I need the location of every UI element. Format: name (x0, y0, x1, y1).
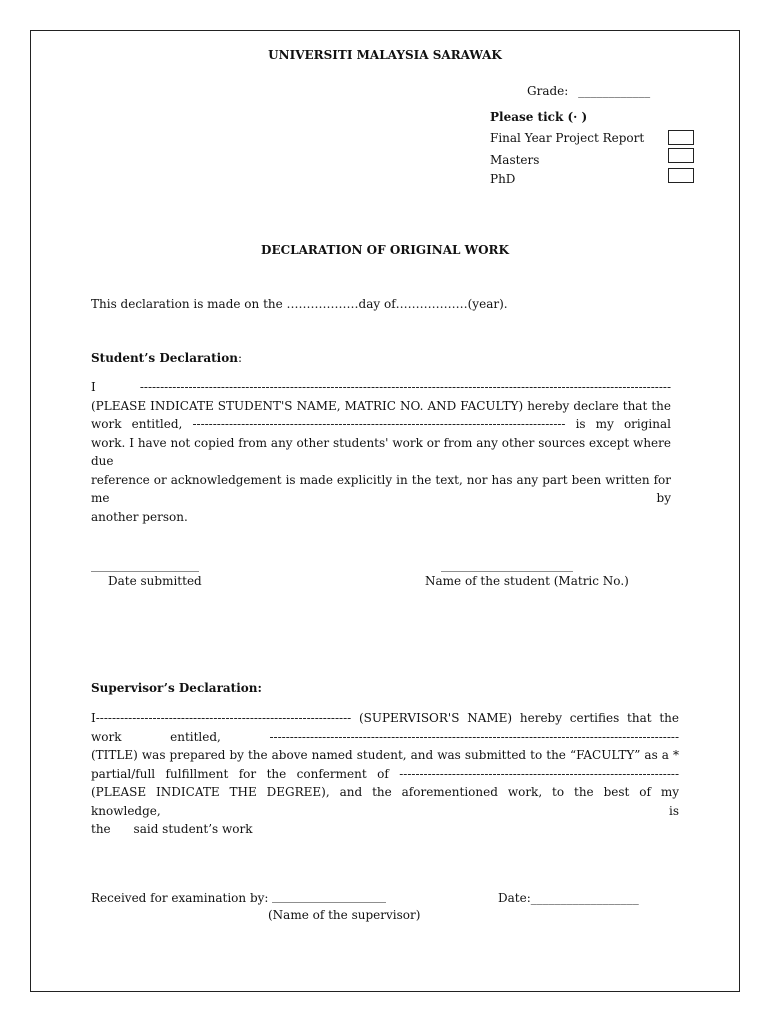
grade-field (527, 82, 650, 100)
student-line-6: another person. (91, 509, 188, 524)
checkbox-final-year-project[interactable] (668, 130, 694, 145)
supervisor-line-6: the said student’s work (91, 822, 253, 836)
student-line-4: work. I have not copied from any other students' work or from any other sources except where due (91, 435, 671, 468)
checkbox-masters[interactable] (668, 148, 694, 163)
supervisor-declaration-heading: Supervisor’s Declaration: (91, 681, 262, 695)
supervisor-line-2: work entitled, ----------------------------------------------------------------------------------------------------- (91, 729, 679, 744)
grade-label: Grade: (527, 84, 569, 98)
checkbox-phd[interactable] (668, 168, 694, 183)
supervisor-name-blank[interactable]: ___________________ (272, 889, 386, 903)
supervisor-line-1: I--------------------------------------------------------------- (SUPERVISOR'S NAME) hereby certifies that the (91, 711, 679, 725)
supervisor-declaration-text (91, 709, 679, 839)
student-name-label: Name of the student (Matric No.) (425, 574, 629, 588)
grade-blank[interactable]: ____________ (578, 84, 651, 98)
supervisor-date-field (498, 889, 639, 907)
supervisor-name-label: (Name of the supervisor) (268, 908, 421, 922)
supervisor-line-4: partial/full fulfillment for the conferment of --------------------------------------------------------------------- (91, 766, 679, 781)
student-line-3: work entitled, -------------------------------------------------------------------------------------------- is my original (91, 417, 671, 431)
option-masters: Masters (490, 153, 540, 167)
tick-heading: Please tick (· ) (490, 110, 588, 124)
supervisor-line-3: (TITLE) was prepared by the above named student, and was submitted to the “FACULTY” as a * (91, 748, 679, 762)
date-submitted-blank[interactable]: __________________ (91, 558, 199, 572)
student-declaration-heading (91, 349, 242, 367)
supervisor-date-label: Date: (498, 891, 531, 905)
option-phd: PhD (490, 172, 516, 186)
student-heading-colon: : (237, 351, 242, 365)
student-line-5: reference or acknowledgement is made explicitly in the text, nor has any part been written for me by (91, 472, 671, 505)
student-heading-text: Student’s Declaration (91, 351, 238, 365)
document-title: DECLARATION OF ORIGINAL WORK (261, 243, 509, 257)
received-label: Received for examination by: (91, 891, 269, 905)
student-line-2: (PLEASE INDICATE STUDENT'S NAME, MATRIC NO. AND FACULTY) hereby declare that the (91, 398, 671, 413)
supervisor-date-blank[interactable]: __________________ (530, 891, 639, 905)
declaration-date-line: This declaration is made on the ………………day of………………(year). (91, 297, 508, 311)
date-submitted-label: Date submitted (108, 574, 202, 588)
student-declaration-text (91, 378, 671, 526)
university-name: UNIVERSITI MALAYSIA SARAWAK (268, 48, 502, 62)
student-name-blank[interactable]: ______________________ (441, 558, 573, 572)
option-final-year-project: Final Year Project Report (490, 131, 645, 145)
supervisor-line-5: (PLEASE INDICATE THE DEGREE), and the aforementioned work, to the best of my knowledge, is (91, 785, 679, 818)
student-line-1: I ----------------------------------------------------------------------------------------------------------------------------------- (91, 380, 671, 394)
